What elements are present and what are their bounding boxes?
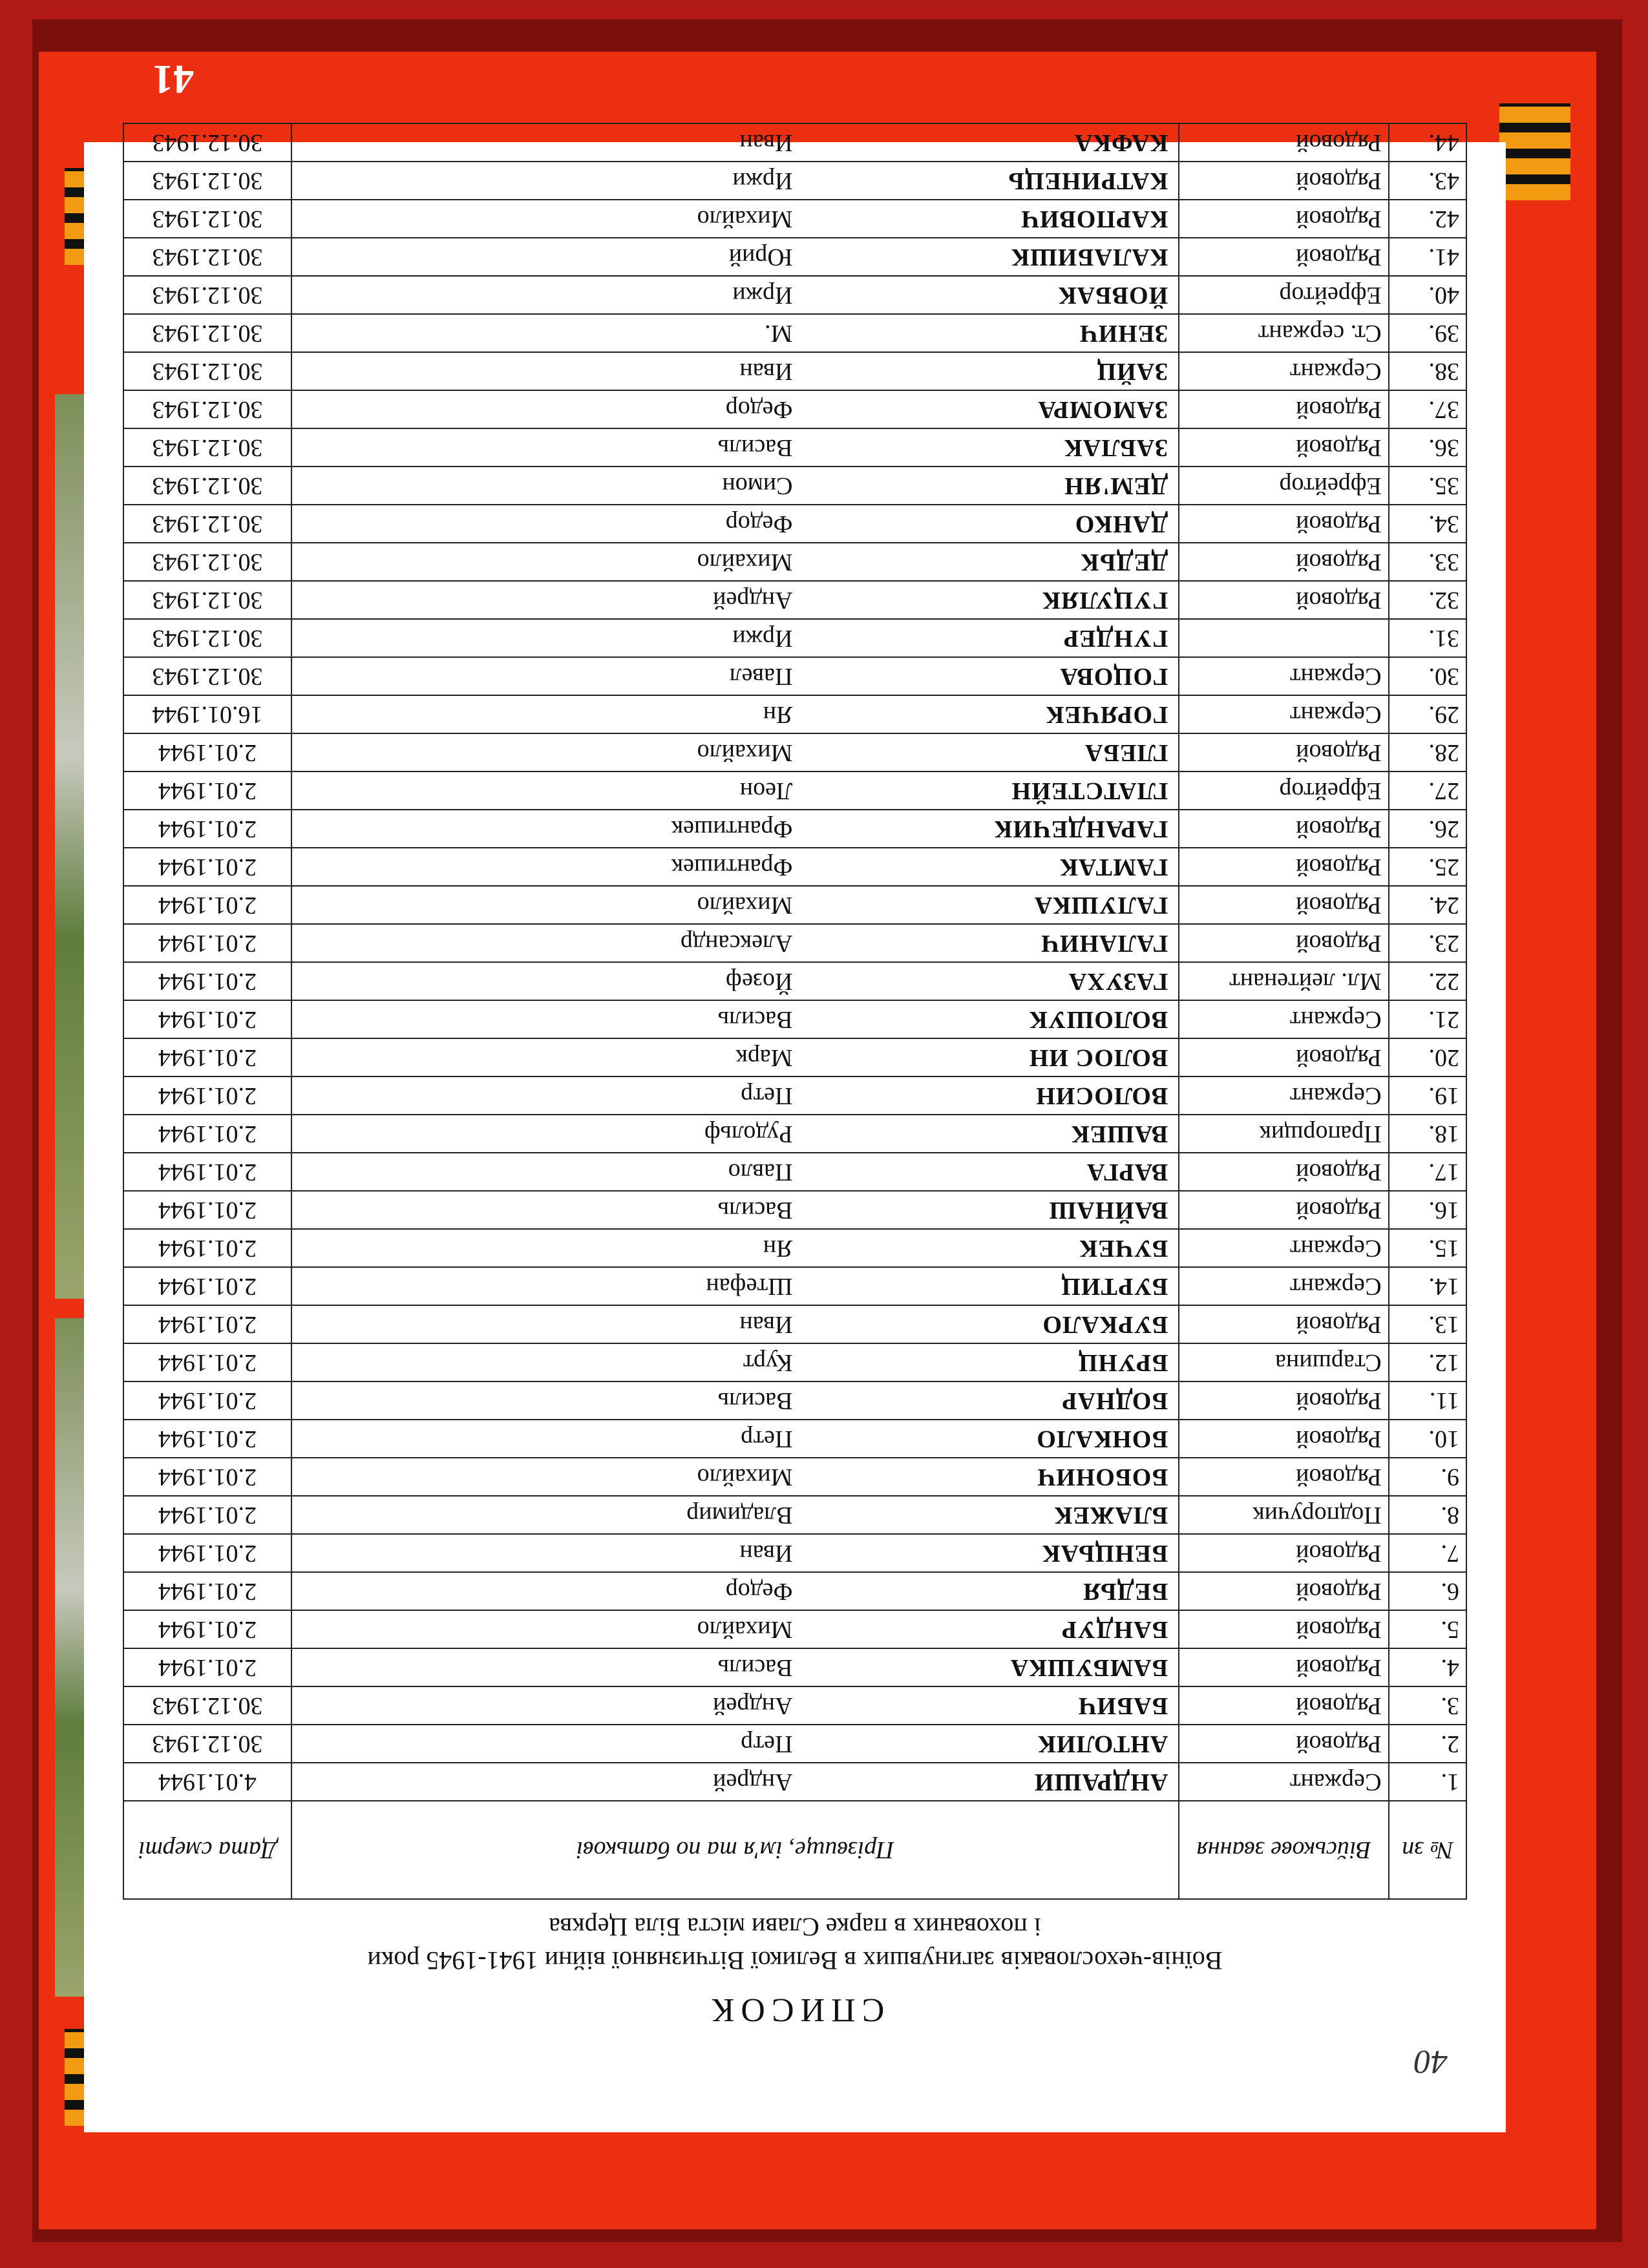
row-surname: ГАЛУШКА [799,886,1179,924]
row-rank: Рядовой [1179,1153,1388,1191]
table-row [123,1686,1466,1725]
row-surname: БРУНЦ [799,1343,1179,1381]
row-given-name: Франтишек [291,810,799,848]
row-number: 44. [1389,123,1466,162]
row-death-date: 2.01.1944 [123,1038,291,1076]
row-surname: ВОЛОСИН [799,1076,1179,1115]
row-death-date: 30.12.1943 [123,543,291,581]
row-rank: Старшина [1179,1343,1388,1381]
row-death-date: 2.01.1944 [123,1153,291,1191]
row-number: 38. [1389,352,1466,390]
row-surname: БАБИЧ [799,1686,1179,1725]
row-given-name: Иржи [291,619,799,657]
row-rank: Рядовой [1179,1305,1388,1343]
row-death-date: 2.01.1944 [123,1381,291,1420]
row-given-name: Василь [291,1191,799,1229]
row-rank: Подпоручик [1179,1496,1388,1534]
row-given-name: Иван [291,1534,799,1572]
row-rank: Рядовой [1179,1686,1388,1725]
table-row [123,1343,1466,1381]
row-rank: Рядовой [1179,390,1388,428]
row-number: 43. [1389,162,1466,200]
row-number: 22. [1389,962,1466,1000]
row-death-date: 2.01.1944 [123,810,291,848]
row-given-name: Василь [291,428,799,467]
row-rank [1179,619,1388,657]
row-rank: Ефрейтор [1179,772,1388,810]
row-surname: ГАЗУХА [799,962,1179,1000]
row-number: 12. [1389,1343,1466,1381]
row-death-date: 2.01.1944 [123,1343,291,1381]
document-subtitle [84,1910,1506,1977]
row-death-date: 2.01.1944 [123,733,291,772]
row-surname: КАРПОВИЧ [799,200,1179,238]
row-given-name: Петр [291,1076,799,1115]
row-rank: Рядовой [1179,200,1388,238]
row-given-name: Иван [291,352,799,390]
table-row [123,810,1466,848]
row-rank: Рядовой [1179,1420,1388,1458]
table-row [123,238,1466,276]
row-surname: АНТОЛИК [799,1725,1179,1763]
row-number: 32. [1389,581,1466,619]
header-rank: Військове звання [1179,1801,1388,1899]
row-number: 20. [1389,1038,1466,1076]
row-rank: Рядовой [1179,1458,1388,1496]
table-row [123,543,1466,581]
row-surname: ГУЦУЛЯК [799,581,1179,619]
row-surname: БОНКАЛО [799,1420,1179,1458]
row-death-date: 2.01.1944 [123,772,291,810]
row-death-date: 2.01.1944 [123,1000,291,1038]
row-rank: Рядовой [1179,810,1388,848]
row-rank: Рядовой [1179,1610,1388,1648]
row-number: 5. [1389,1610,1466,1648]
row-death-date: 30.12.1943 [123,276,291,314]
row-given-name: Василь [291,1381,799,1420]
row-number: 17. [1389,1153,1466,1191]
row-given-name: Петр [291,1420,799,1458]
table-row [123,1763,1466,1801]
row-given-name: Владимир [291,1496,799,1534]
table-row [123,1038,1466,1076]
row-given-name: Михайло [291,733,799,772]
row-surname: БУРКАЛО [799,1305,1179,1343]
row-death-date: 2.01.1944 [123,1572,291,1610]
table-row [123,1458,1466,1496]
row-rank: Рядовой [1179,238,1388,276]
row-death-date: 30.12.1943 [123,1686,291,1725]
row-given-name: Ян [291,1229,799,1267]
row-number: 16. [1389,1191,1466,1229]
table-row [123,276,1466,314]
row-surname: ЗАЙЦ [799,352,1179,390]
table-row [123,1153,1466,1191]
row-surname: БЕНЦЬАК [799,1534,1179,1572]
row-rank: Рядовой [1179,1725,1388,1763]
row-surname: БАМБУШКА [799,1648,1179,1686]
row-given-name: Федор [291,505,799,543]
row-rank: Рядовой [1179,428,1388,467]
row-number: 30. [1389,657,1466,695]
table-row [123,619,1466,657]
st-george-ribbon-decoration [1499,103,1570,200]
row-given-name: Павел [291,657,799,695]
row-given-name: Василь [291,1648,799,1686]
row-surname: ЗАБЛАК [799,428,1179,467]
row-rank: Рядовой [1179,733,1388,772]
row-number: 1. [1389,1763,1466,1801]
row-number: 9. [1389,1458,1466,1496]
row-given-name: Александр [291,924,799,962]
row-surname: БУРТИЦ [799,1267,1179,1305]
row-number: 36. [1389,428,1466,467]
row-number: 35. [1389,467,1466,505]
table-row [123,505,1466,543]
row-surname: ГУНДЕР [799,619,1179,657]
row-rank: Сержант [1179,1000,1388,1038]
row-rank: Сержант [1179,657,1388,695]
table-row [123,1076,1466,1115]
table-row [123,1648,1466,1686]
row-number: 25. [1389,848,1466,886]
row-given-name: Михайло [291,543,799,581]
row-death-date: 30.12.1943 [123,505,291,543]
row-death-date: 30.12.1943 [123,428,291,467]
table-row [123,314,1466,352]
row-number: 21. [1389,1000,1466,1038]
row-number: 6. [1389,1572,1466,1610]
row-rank: Сержант [1179,1229,1388,1267]
row-rank: Рядовой [1179,924,1388,962]
row-number: 27. [1389,772,1466,810]
row-given-name: Иван [291,123,799,162]
row-death-date: 30.12.1943 [123,619,291,657]
row-surname: КАФКА [799,123,1179,162]
row-surname: ВОЛОС ИН [799,1038,1179,1076]
page-number: 41 [153,57,194,103]
row-death-date: 30.12.1943 [123,390,291,428]
row-rank: Ефрейтор [1179,276,1388,314]
row-given-name: Андрей [291,1686,799,1725]
row-rank: Ст. сержант [1179,314,1388,352]
row-death-date: 30.12.1943 [123,467,291,505]
row-given-name: Курт [291,1343,799,1381]
table-row [123,848,1466,886]
table-row [123,581,1466,619]
table-row [123,162,1466,200]
table-row [123,962,1466,1000]
table-row [123,1191,1466,1229]
table-header-row [123,1801,1466,1899]
row-death-date: 30.12.1943 [123,238,291,276]
row-given-name: Михайло [291,200,799,238]
header-name: Прізвище, ім'я та по батькові [291,1801,1179,1899]
table-row [123,1381,1466,1420]
row-number: 10. [1389,1420,1466,1458]
row-surname: ЗЕНИЧ [799,314,1179,352]
subtitle-line: і похованих в парке Слави міста Біла Церква [549,1913,1041,1942]
row-rank: Прапорщик [1179,1115,1388,1153]
table-row [123,1725,1466,1763]
row-number: 42. [1389,200,1466,238]
row-death-date: 30.12.1943 [123,657,291,695]
row-number: 3. [1389,1686,1466,1725]
row-number: 19. [1389,1076,1466,1115]
row-death-date: 2.01.1944 [123,962,291,1000]
row-surname: ВАЙНАШ [799,1191,1179,1229]
row-death-date: 16.01.1944 [123,695,291,733]
row-death-date: 30.12.1943 [123,352,291,390]
row-rank: Сержант [1179,352,1388,390]
row-rank: Рядовой [1179,123,1388,162]
table-row [123,352,1466,390]
row-death-date: 2.01.1944 [123,1458,291,1496]
row-surname: ДЕДЬК [799,543,1179,581]
row-given-name: Андрей [291,1763,799,1801]
row-number: 37. [1389,390,1466,428]
row-surname: КАТРИНЕЦЬ [799,162,1179,200]
row-surname: ВАРГА [799,1153,1179,1191]
row-death-date: 2.01.1944 [123,848,291,886]
row-number: 7. [1389,1534,1466,1572]
row-rank: Рядовой [1179,1648,1388,1686]
row-rank: Сержант [1179,1267,1388,1305]
header-number: № зп [1389,1801,1466,1899]
row-given-name: Андрей [291,581,799,619]
row-death-date: 2.01.1944 [123,886,291,924]
row-surname: ГЛАТСТЕЙН [799,772,1179,810]
row-surname: ВАШЕК [799,1115,1179,1153]
row-death-date: 2.01.1944 [123,1191,291,1229]
row-rank: Рядовой [1179,886,1388,924]
row-surname: БОДНАР [799,1381,1179,1420]
row-rank: Рядовой [1179,505,1388,543]
row-given-name: Василь [291,1000,799,1038]
table-row [123,657,1466,695]
row-given-name: Марк [291,1038,799,1076]
row-number: 31. [1389,619,1466,657]
row-death-date: 2.01.1944 [123,1648,291,1686]
table-row [123,695,1466,733]
table-row [123,1496,1466,1534]
row-surname: ГЛЕБА [799,733,1179,772]
row-given-name: Федор [291,390,799,428]
table-row [123,1115,1466,1153]
table-row [123,1610,1466,1648]
row-surname: ВОЛОШУК [799,1000,1179,1038]
row-number: 41. [1389,238,1466,276]
row-rank: Рядовой [1179,1534,1388,1572]
table-row [123,123,1466,162]
row-number: 39. [1389,314,1466,352]
row-given-name: Федор [291,1572,799,1610]
row-number: 15. [1389,1229,1466,1267]
row-given-name: Петр [291,1725,799,1763]
row-death-date: 30.12.1943 [123,1725,291,1763]
row-number: 18. [1389,1115,1466,1153]
table-row [123,1000,1466,1038]
table-row [123,1572,1466,1610]
row-given-name: Леон [291,772,799,810]
row-given-name: Михайло [291,886,799,924]
row-death-date: 2.01.1944 [123,1229,291,1267]
row-number: 13. [1389,1305,1466,1343]
table-row [123,772,1466,810]
table-body [123,123,1466,1801]
row-death-date: 4.01.1944 [123,1763,291,1801]
row-surname: ГАМТАК [799,848,1179,886]
row-surname: ДЕМ'ЯН [799,467,1179,505]
table-row [123,467,1466,505]
row-rank: Рядовой [1179,162,1388,200]
row-death-date: 2.01.1944 [123,1076,291,1115]
row-death-date: 30.12.1943 [123,581,291,619]
row-number: 40. [1389,276,1466,314]
row-given-name: Иржи [291,276,799,314]
row-rank: Мл. лейтенант [1179,962,1388,1000]
table-row [123,1229,1466,1267]
row-number: 33. [1389,543,1466,581]
table-row [123,886,1466,924]
row-rank: Сержант [1179,695,1388,733]
table-row [123,924,1466,962]
row-surname: ГАЛАНИЧ [799,924,1179,962]
row-surname: ГОРЯЧЕК [799,695,1179,733]
document-sheet [84,129,1506,2132]
row-surname: КАЛАБИШК [799,238,1179,276]
table-row [123,200,1466,238]
row-surname: БОБОНИЧ [799,1458,1179,1496]
row-surname: АНДРАШИ [799,1763,1179,1801]
handwritten-page-number: 40 [1414,2043,1448,2080]
row-given-name: Симон [291,467,799,505]
row-surname: ЗАМОМРА [799,390,1179,428]
table-row [123,390,1466,428]
row-surname: ГАРАНДЕЧИК [799,810,1179,848]
row-death-date: 2.01.1944 [123,924,291,962]
row-death-date: 2.01.1944 [123,1496,291,1534]
row-death-date: 30.12.1943 [123,123,291,162]
row-death-date: 2.01.1944 [123,1305,291,1343]
row-number: 4. [1389,1648,1466,1686]
row-surname: ЙОВБАК [799,276,1179,314]
soldiers-table [123,123,1467,1900]
header-date: Дата смерті [123,1801,291,1899]
row-given-name: Ян [291,695,799,733]
document-title: СПИСОК [705,1991,885,2028]
row-death-date: 2.01.1944 [123,1610,291,1648]
row-death-date: 2.01.1944 [123,1115,291,1153]
row-given-name: Юрий [291,238,799,276]
row-death-date: 2.01.1944 [123,1267,291,1305]
row-surname: БЛАЖЕК [799,1496,1179,1534]
row-rank: Рядовой [1179,581,1388,619]
table-row [123,1305,1466,1343]
table-row [123,1267,1466,1305]
row-rank: Сержант [1179,1763,1388,1801]
row-rank: Рядовой [1179,1038,1388,1076]
row-death-date: 30.12.1943 [123,162,291,200]
row-given-name: Михайло [291,1610,799,1648]
row-given-name: Франтишек [291,848,799,886]
table-row [123,733,1466,772]
row-rank: Рядовой [1179,543,1388,581]
row-given-name: Иржи [291,162,799,200]
row-death-date: 30.12.1943 [123,200,291,238]
row-death-date: 2.01.1944 [123,1420,291,1458]
row-rank: Рядовой [1179,848,1388,886]
row-surname: БАНДУР [799,1610,1179,1648]
row-given-name: Рудольф [291,1115,799,1153]
row-rank: Рядовой [1179,1572,1388,1610]
row-rank: Рядовой [1179,1381,1388,1420]
table-row [123,428,1466,467]
row-surname: БУЧЕК [799,1229,1179,1267]
row-surname: ГОЦОВА [799,657,1179,695]
row-surname: БЕДЬЯ [799,1572,1179,1610]
row-given-name: Иван [291,1305,799,1343]
table-row [123,1420,1466,1458]
row-number: 23. [1389,924,1466,962]
row-number: 24. [1389,886,1466,924]
row-rank: Сержант [1179,1076,1388,1115]
row-given-name: Михайло [291,1458,799,1496]
row-given-name: Йозеф [291,962,799,1000]
row-number: 34. [1389,505,1466,543]
row-number: 28. [1389,733,1466,772]
row-given-name: Павло [291,1153,799,1191]
row-death-date: 30.12.1943 [123,314,291,352]
row-rank: Ефрейтор [1179,467,1388,505]
row-number: 2. [1389,1725,1466,1763]
table-row [123,1534,1466,1572]
row-number: 26. [1389,810,1466,848]
row-number: 29. [1389,695,1466,733]
row-number: 11. [1389,1381,1466,1420]
row-given-name: Штефан [291,1267,799,1305]
row-given-name: М. [291,314,799,352]
row-number: 14. [1389,1267,1466,1305]
row-rank: Рядовой [1179,1191,1388,1229]
subtitle-line: Воїнів-чехословаків загинувших в Великої Вітчизняної війни 1941-1945 роки [367,1946,1223,1975]
row-surname: ДАНКО [799,505,1179,543]
row-number: 8. [1389,1496,1466,1534]
row-death-date: 2.01.1944 [123,1534,291,1572]
